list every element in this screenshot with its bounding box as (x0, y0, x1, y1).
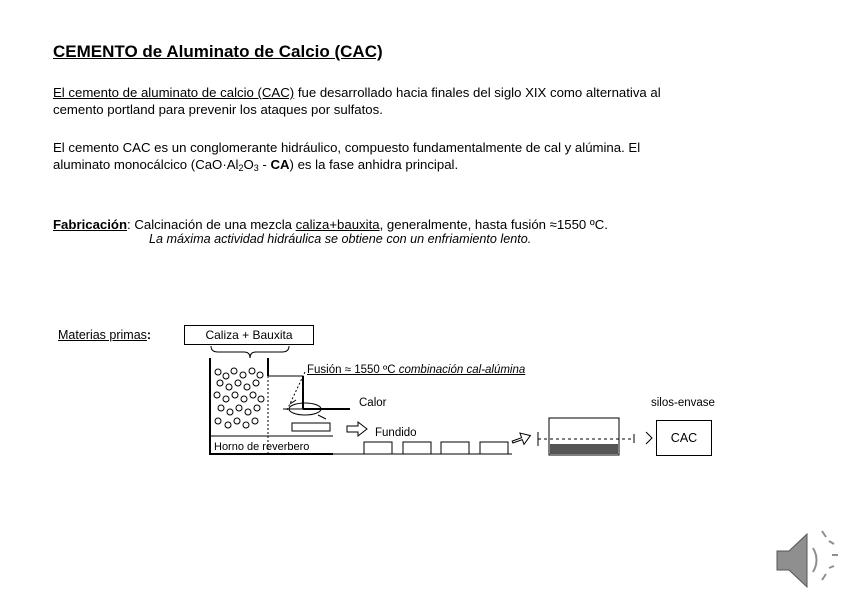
fusion-temp: Fusión ≈ 1550 ºC (307, 364, 399, 376)
page-title: CEMENTO de Aluminato de Calcio (CAC) (53, 42, 383, 61)
fundido-arrow-icon (347, 422, 367, 436)
chevron-right-icon (646, 432, 652, 444)
materias-colon: : (146, 328, 152, 342)
para2-line2a: aluminato monocálcico (CaO·Al (53, 157, 239, 172)
cooling-mold-1 (364, 442, 392, 454)
transfer-arrow-icon (510, 430, 532, 448)
cooling-mold-3 (441, 442, 469, 454)
para1-rest: fue desarrollado hacia finales del siglo XIX como alternativa al (294, 85, 661, 100)
dash: - (258, 157, 271, 172)
fabricacion-text: : Calcinación de una mezcla (127, 217, 296, 232)
feed-box-label: Caliza + Bauxita (205, 328, 293, 342)
raw-material-pebbles (214, 368, 264, 428)
fabricacion-rest: , generalmente, hasta fusión ≈1550 ºC. (379, 217, 608, 232)
para2-line2b: ) es la fase anhidra principal. (289, 157, 459, 172)
sub-3: 3 (253, 163, 259, 173)
fundido-label: Fundido (375, 427, 417, 439)
oxide-o: O (243, 157, 254, 172)
product-box (656, 420, 712, 456)
ca-bold: CA (270, 157, 290, 172)
para2-line1: El cemento CAC es un conglomerante hidráulico, compuesto fundamentalmente de cal y alúmina. El (53, 140, 641, 155)
calor-label: Calor (359, 397, 387, 409)
product-label: CAC (670, 431, 698, 445)
cooling-mold-4 (480, 442, 508, 454)
calor-pipe (303, 376, 350, 409)
brace-icon (211, 346, 289, 358)
molten-tray (292, 423, 330, 431)
mill-ground-fill (550, 444, 618, 454)
horno-label: Horno de reverbero (214, 441, 310, 453)
materias-text: Materias primas (58, 328, 147, 342)
sub-2: 2 (238, 163, 244, 173)
para1-line2: cemento portland para prevenir los ataques por sulfatos. (53, 102, 383, 117)
fusion-label (307, 364, 525, 376)
silos-label: silos-envase (651, 397, 715, 409)
cac-definition-link: El cemento de aluminato de calcio (CAC) (53, 85, 295, 100)
fusion-italic: combinación cal-alúmina (398, 364, 526, 376)
fabricacion-note: La máxima actividad hidráulica se obtiene con un enfriamiento lento. (149, 232, 532, 246)
cooling-mold-2 (403, 442, 431, 454)
mix-text: caliza+bauxita (295, 217, 380, 232)
fabricacion-label: Fabricación (53, 217, 128, 232)
